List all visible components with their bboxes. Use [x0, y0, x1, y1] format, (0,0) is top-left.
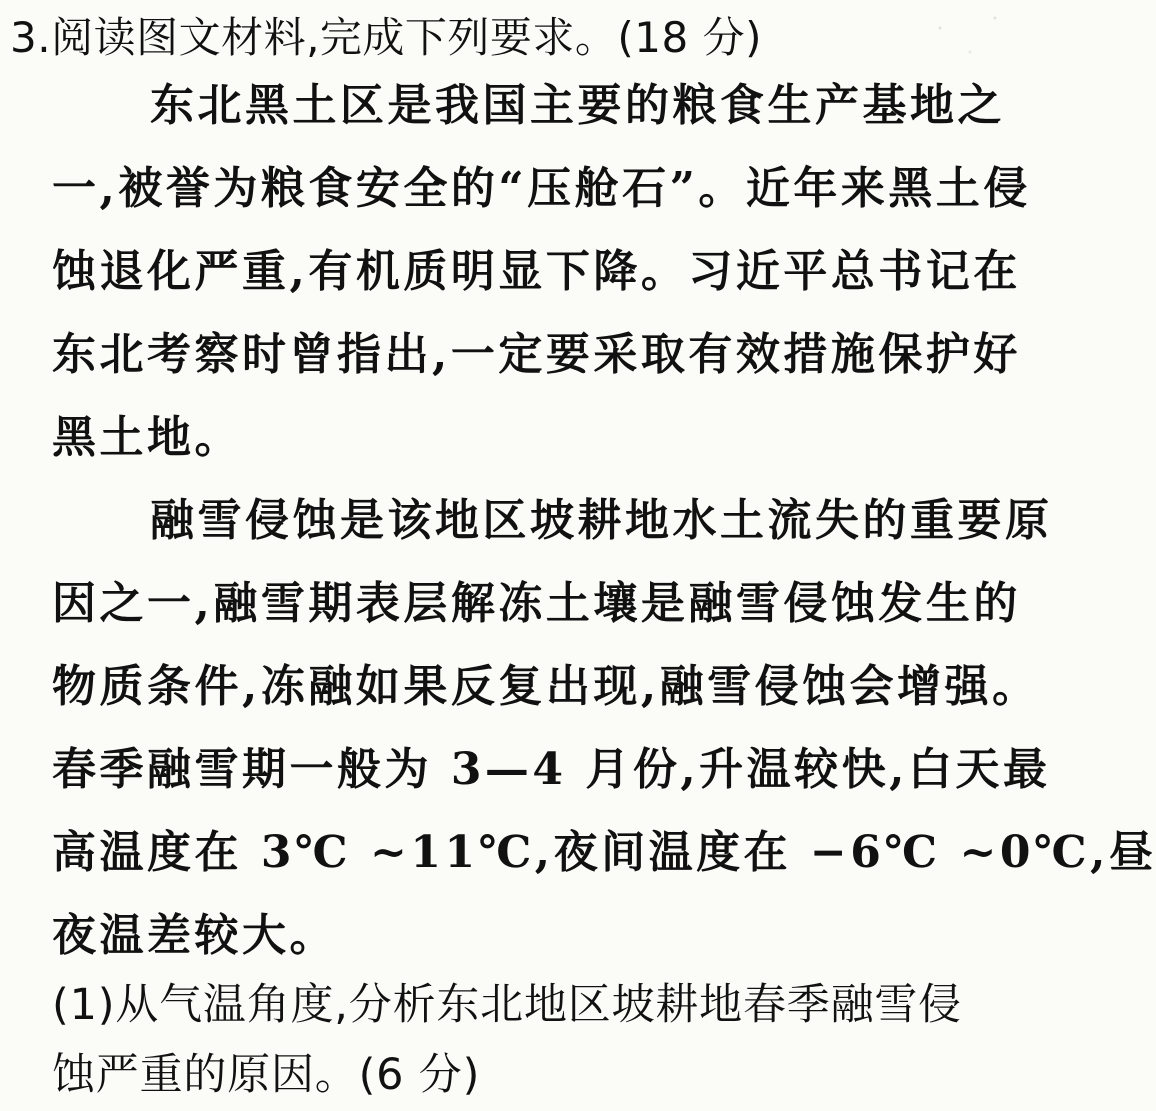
- paragraph-2-line-3: 物质条件,冻融如果反复出现,融雪侵蚀会增强。: [52, 661, 1040, 712]
- paragraph-1-line-1: 东北黑土区是我国主要的粮食生产基地之: [150, 80, 1005, 131]
- paragraph-2-line-6: 夜温差较大。: [52, 910, 337, 961]
- paragraph-2-line-2: 因之一,融雪期表层解冻土壤是融雪侵蚀发生的: [52, 578, 1021, 629]
- question-1-line-1: (1)从气温角度,分析东北地区坡耕地春季融雪侵: [52, 980, 962, 1030]
- paragraph-1-line-3: 蚀退化严重,有机质明显下降。习近平总书记在: [52, 246, 1021, 297]
- paragraph-1-line-4: 东北考察时曾指出,一定要采取有效措施保护好: [52, 329, 1021, 380]
- paragraph-2-line-4: 春季融雪期一般为 3—4 月份,升温较快,白天最: [52, 744, 1051, 795]
- paragraph-2-line-1: 融雪侵蚀是该地区坡耕地水土流失的重要原: [150, 495, 1053, 546]
- question-1-line-2: 蚀严重的原因。(6 分): [52, 1050, 481, 1100]
- question-header: 3.阅读图文材料,完成下列要求。(18 分): [10, 13, 762, 62]
- paragraph-2-line-5: 高温度在 3℃ ~11℃,夜间温度在 −6℃ ~0℃,昼: [52, 827, 1156, 878]
- paragraph-1-line-2: 一,被誉为粮食安全的“压舱石”。近年来黑土侵: [52, 163, 1031, 214]
- paragraph-1-line-5: 黑土地。: [52, 412, 242, 463]
